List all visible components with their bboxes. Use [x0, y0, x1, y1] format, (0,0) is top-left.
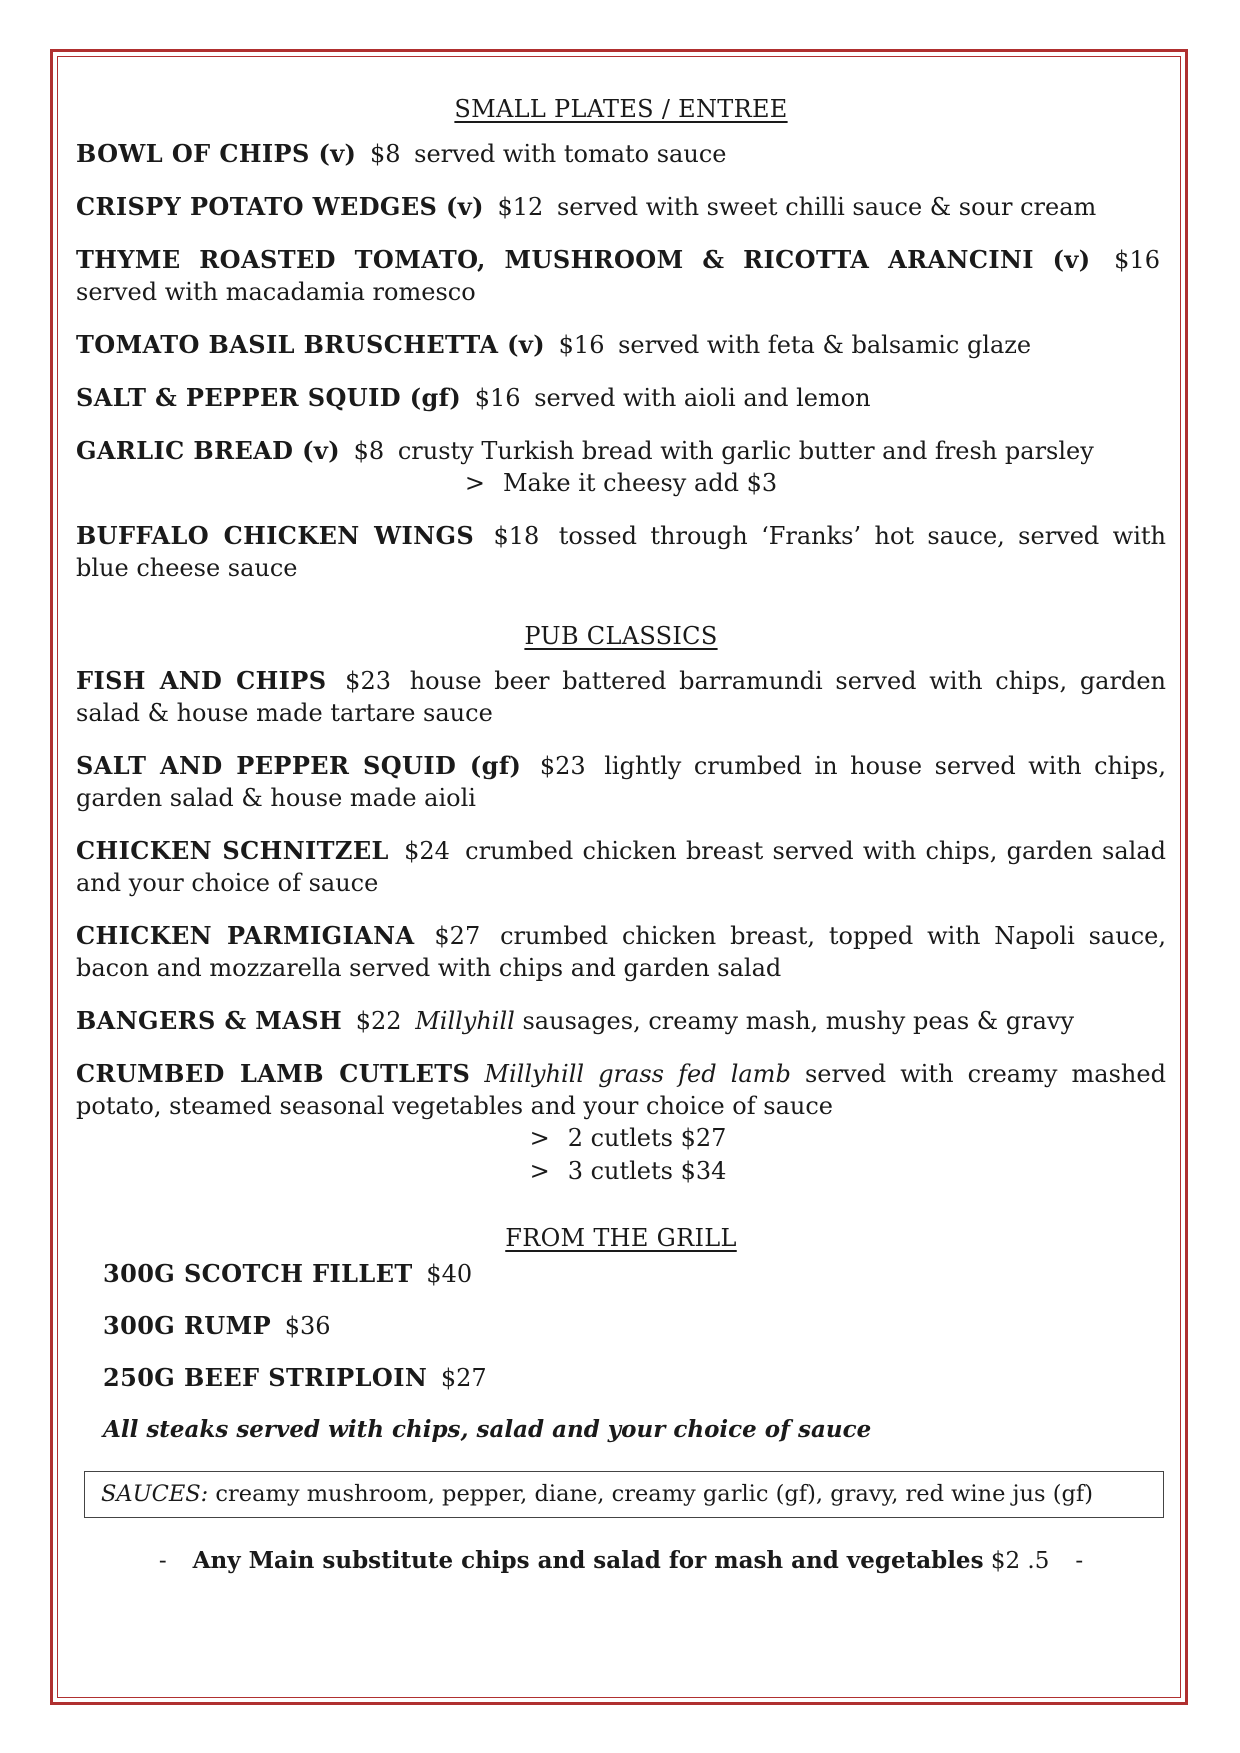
item-description: served with tomato sauce [414, 139, 727, 168]
item-description: served with aioli and lemon [534, 383, 871, 412]
menu-item [76, 520, 1166, 584]
item-price: $27 [434, 921, 481, 950]
item-description: house beer battered barramundi served with chips, garden salad & house made tartare sauce [76, 666, 1166, 727]
item-name: 300G SCOTCH FILLET [103, 1259, 413, 1289]
item-option [76, 1155, 1166, 1188]
item-description: sausages, creamy mash, mushy peas & gravy [522, 1006, 1075, 1035]
item-name: GARLIC BREAD (v) [76, 435, 340, 465]
menu-item [76, 244, 1166, 308]
menu-item [76, 920, 1166, 984]
menu-item [76, 1005, 1166, 1037]
item-description: served with creamy mashed potato, steamed seasonal vegetables and your choice of sauce [76, 1059, 1166, 1120]
steak-note: All steaks served with chips, salad and your choice of sauce [103, 1416, 872, 1444]
item-description-italic: Millyhill grass fed lamb [484, 1059, 791, 1088]
sauces-box [84, 1471, 1164, 1518]
item-name: CRUMBED LAMB CUTLETS [76, 1058, 471, 1088]
item-name: TOMATO BASIL BRUSCHETTA (v) [76, 329, 546, 359]
menu-item [76, 665, 1166, 729]
item-description: tossed through ‘Franks’ hot sauce, served with blue cheese sauce [76, 521, 1167, 582]
sauces-list: creamy mushroom, pepper, diane, creamy garlic (gf), gravy, red wine jus (gf) [215, 1481, 1094, 1508]
item-name: CHICKEN SCHNITZEL [76, 835, 389, 865]
item-description: crusty Turkish bread with garlic butter and fresh parsley [397, 436, 1094, 465]
item-name: SALT & PEPPER SQUID (gf) [76, 382, 462, 412]
arrow-glyph: > [529, 1156, 550, 1185]
item-price: $12 [497, 192, 544, 221]
arrow-glyph: > [529, 1123, 550, 1152]
dash-left: - [158, 1548, 167, 1575]
item-price: $23 [539, 751, 586, 780]
option-text: 3 cutlets $34 [567, 1156, 727, 1185]
item-name: BUFFALO CHICKEN WINGS [76, 520, 475, 550]
menu-item [76, 382, 1166, 414]
item-name: CRISPY POTATO WEDGES (v) [76, 191, 484, 221]
item-description: served with sweet chilli sauce & sour cream [556, 192, 1097, 221]
menu-item [76, 750, 1166, 814]
item-name: CHICKEN PARMIGIANA [76, 920, 415, 950]
menu-item [76, 835, 1166, 899]
item-description: lightly crumbed in house served with chips, garden salad & house made aioli [76, 751, 1166, 812]
item-price: $16 [474, 383, 521, 412]
item-description-italic: Millyhill [415, 1006, 515, 1035]
item-name: SALT AND PEPPER SQUID (gf) [76, 750, 522, 780]
option-text: 2 cutlets $27 [567, 1123, 727, 1152]
item-price: $8 [353, 436, 385, 465]
item-name: FISH AND CHIPS [76, 665, 327, 695]
item-price: $36 [284, 1312, 331, 1341]
menu-item [103, 1258, 1166, 1290]
item-name: 250G BEEF STRIPLOIN [103, 1363, 428, 1393]
menu-item [76, 191, 1166, 223]
item-option [76, 1122, 1166, 1155]
section-title-from-the-grill: FROM THE GRILL [505, 1223, 737, 1252]
arrow-glyph: > [464, 468, 485, 497]
dash-right: - [1075, 1548, 1084, 1575]
substitution-note [76, 1547, 1166, 1574]
menu-item [76, 1058, 1166, 1122]
item-price: $40 [426, 1260, 473, 1289]
item-price: $27 [440, 1364, 487, 1393]
sauces-label: SAUCES: [101, 1481, 209, 1508]
menu-item [76, 435, 1166, 467]
menu-item [76, 138, 1166, 170]
option-text: Make it cheesy add $3 [502, 468, 778, 497]
menu-item [76, 329, 1166, 361]
item-description: crumbed chicken breast, topped with Napoli sauce, bacon and mozzarella served with chips and garden salad [76, 921, 1166, 982]
item-name: BANGERS & MASH [76, 1005, 343, 1035]
substitution-text: Any Main substitute chips and salad for mash and vegetables [192, 1547, 984, 1575]
item-description: served with feta & balsamic glaze [618, 330, 1032, 359]
grill-list [76, 1258, 1166, 1394]
menu-item [103, 1362, 1166, 1394]
item-price: $23 [345, 666, 391, 695]
item-description: crumbed chicken breast served with chips, garden salad and your choice of sauce [76, 836, 1167, 897]
item-description: served with macadamia romesco [76, 277, 476, 306]
item-name: THYME ROASTED TOMATO, MUSHROOM & RICOTTA ARANCINI (v) [76, 244, 1091, 274]
item-price: $24 [404, 836, 450, 865]
item-price: $22 [355, 1006, 402, 1035]
item-name: 300G RUMP [103, 1311, 272, 1341]
substitution-price: $2 .5 [990, 1548, 1050, 1575]
item-price: $16 [558, 330, 605, 359]
item-option [76, 467, 1166, 500]
item-price: $8 [369, 139, 401, 168]
menu-content [76, 95, 1166, 1574]
item-price: $18 [493, 521, 540, 550]
item-price: $16 [1114, 245, 1160, 274]
section-title-small-plates: SMALL PLATES / ENTREE [454, 95, 788, 123]
section-title-pub-classics: PUB CLASSICS [524, 621, 718, 650]
item-name: BOWL OF CHIPS (v) [76, 138, 357, 168]
menu-item [103, 1310, 1166, 1342]
